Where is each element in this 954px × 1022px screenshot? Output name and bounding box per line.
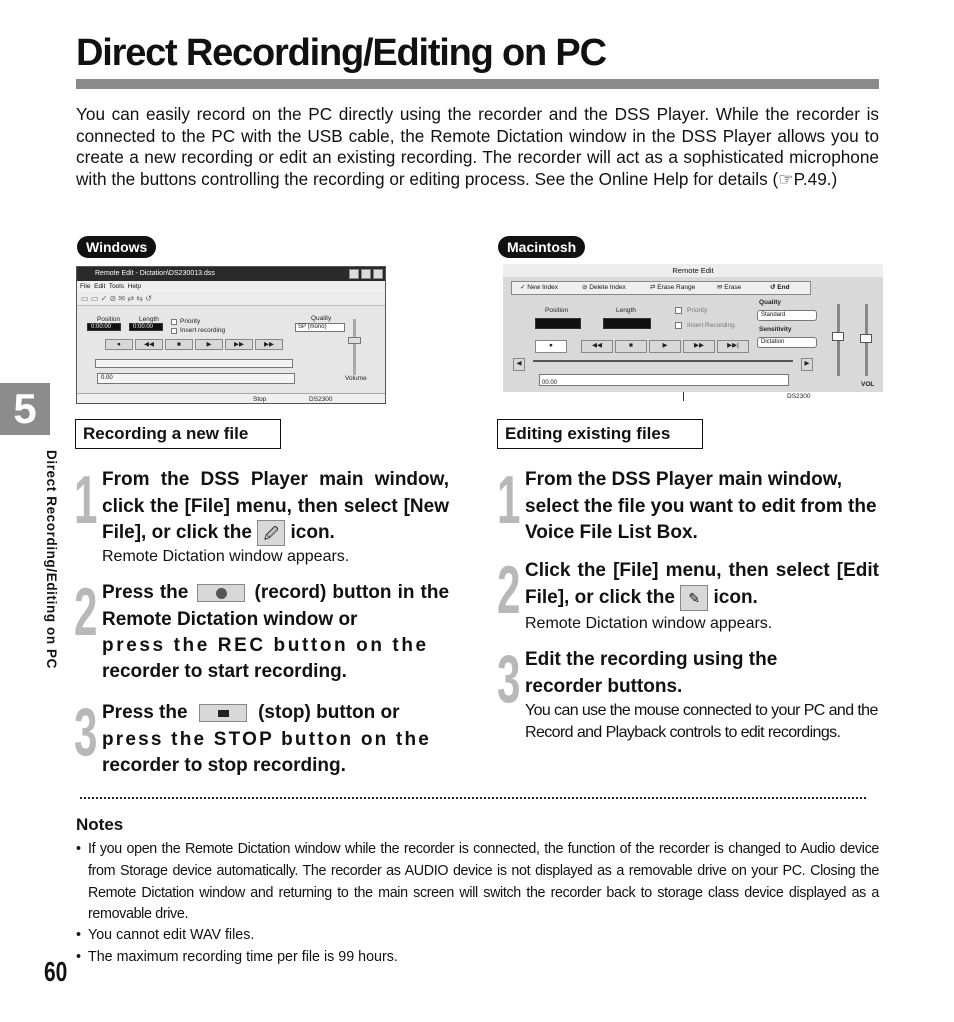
mac-priority-checkbox[interactable] xyxy=(675,307,682,314)
windows-menu-bar xyxy=(77,281,385,292)
left-step-3-line-2: press the STOP button on the xyxy=(102,729,432,750)
windows-remote-edit-screenshot xyxy=(76,266,386,404)
right-step-3-number: 3 xyxy=(497,641,521,717)
mac-cue-button[interactable]: ▶▶| xyxy=(717,340,749,353)
mac-seek-start-button[interactable]: ◀ xyxy=(513,358,525,371)
mac-title-bar: Remote Edit xyxy=(503,264,883,277)
right-step-2-sub: Remote Dictation window appears. xyxy=(525,615,773,632)
record-button[interactable]: ● xyxy=(105,339,133,350)
intro-paragraph: You can easily record on the PC directly using the recorder and the DSS Player. While the recorder is connected to the PC with the USB cable, the Remote Dictation window in the DSS Player allows you to create a new recording or edit an existing recording. The recorder will act as a sophisticated microphone with the buttons controlling the recording or editing process. See the Online Help for details (☞P.49.) xyxy=(76,104,879,189)
record-icon xyxy=(197,584,245,602)
notes-heading: Notes xyxy=(76,815,124,834)
status-stop: Stop xyxy=(253,396,267,403)
mac-status-bar xyxy=(503,392,883,401)
quality-label: Quality xyxy=(311,315,332,322)
mac-position-label: Position xyxy=(545,307,569,314)
left-step-3-heading xyxy=(102,700,449,727)
mac-insert-label: Insert Recording xyxy=(687,322,735,329)
menu-help[interactable]: Help xyxy=(127,283,141,290)
windows-time-field: 0.00 xyxy=(97,373,295,384)
new-index-button[interactable]: ✓ New Index xyxy=(520,284,558,291)
erase-button[interactable]: ✉ Erase xyxy=(717,284,742,291)
mac-toolbar xyxy=(511,281,811,295)
mac-seek-bar[interactable] xyxy=(533,360,793,362)
note-item-2: • You cannot edit WAV files. xyxy=(76,925,879,947)
new-file-icon: 🖉 xyxy=(257,520,285,546)
mac-length-display xyxy=(603,318,651,329)
left-step-2-text-b: (record) button in the Remote Dictation window or xyxy=(102,582,450,630)
edit-file-icon: ✎ xyxy=(680,585,708,611)
mac-play-button[interactable]: ▶ xyxy=(649,340,681,353)
mac-priority-label: Priority xyxy=(687,307,708,314)
play-button[interactable]: ▶ xyxy=(195,339,223,350)
note-item-3: • The maximum recording time per file is 99 hours. xyxy=(76,947,879,969)
delete-index-button[interactable]: ⊘ Delete Index xyxy=(582,284,626,291)
page-number: 60 xyxy=(44,956,68,987)
mac-vol-label: VOL xyxy=(861,381,875,388)
volume-slider-track[interactable] xyxy=(353,319,356,375)
mac-rewind-button[interactable]: ◀◀ xyxy=(581,340,613,353)
recording-new-file-heading: Recording a new file xyxy=(75,419,281,449)
priority-checkbox[interactable] xyxy=(171,319,177,325)
macintosh-label: Macintosh xyxy=(498,236,585,258)
length-display: 0:00:00 xyxy=(129,323,163,331)
right-step-1-number: 1 xyxy=(497,462,521,538)
side-chapter-label: Direct Recording/Editing on PC xyxy=(44,450,59,670)
windows-seek-bar[interactable] xyxy=(95,359,293,368)
note-item-1: • If you open the Remote Dictation window while the recorder is connected, the function of the recorder is changed to Audio device from Storage device automatically. The recorder as AUDIO device is not displayed as a removable drive on your PC. Closing the Remote Dictation window and returning to the main screen will switch the recorder back to storage class device displayed as a removable drive. xyxy=(76,839,879,927)
left-step-3-line-3: recorder to stop recording. xyxy=(102,755,346,776)
mac-position-display xyxy=(535,318,581,329)
mac-remote-edit-screenshot xyxy=(503,264,883,401)
note-item-1-text: If you open the Remote Dictation window while the recorder is connected, the function of the recorder is changed to Audio device from Storage device automatically. The recorder as AUDIO device is not displayed as a removable drive on your PC. Closing the Remote Dictation window and returning to the main screen will switch the recorder back to storage class device displayed as a removable drive. xyxy=(88,841,879,923)
new-index-label: New Index xyxy=(527,284,558,291)
windows-title-bar xyxy=(77,267,385,281)
insert-recording-label: Insert recording xyxy=(180,327,226,334)
minimize-icon[interactable] xyxy=(349,269,359,279)
left-step-3-text-a: Press the xyxy=(102,702,188,723)
delete-index-label: Delete Index xyxy=(589,284,626,291)
erase-range-button[interactable]: ⇄ Erase Range xyxy=(650,284,696,291)
mac-sensitivity-select[interactable]: Dictation xyxy=(757,337,817,348)
page-title: Direct Recording/Editing on PC xyxy=(76,32,606,74)
length-label: Length xyxy=(139,316,159,323)
insert-recording-checkbox[interactable] xyxy=(171,328,177,334)
mac-status-file: DS2300 xyxy=(787,393,811,400)
windows-status-bar xyxy=(77,393,386,404)
note-item-3-text: The maximum recording time per file is 99 hours. xyxy=(88,949,398,965)
right-step-1-heading: From the DSS Player main window, select the file you want to edit from the Voice File List Box. xyxy=(525,469,877,543)
cue-button[interactable]: ▶▶ xyxy=(255,339,283,350)
end-label: End xyxy=(777,284,790,291)
right-step-2-text-end: icon. xyxy=(713,586,758,608)
left-step-2-text-a: Press the xyxy=(102,582,189,603)
windows-toolbar: ▭ ▭ ✓ ⊘ ✉ ⇄ ⇆ ↺ xyxy=(77,292,385,306)
title-rule xyxy=(76,79,879,89)
right-step-3-sub: You can use the mouse connected to your PC and the Record and Playback controls to edit recordings. xyxy=(525,702,878,741)
mac-ff-button[interactable]: ▶▶ xyxy=(683,340,715,353)
erase-label: Erase xyxy=(724,284,742,291)
left-step-2-heading xyxy=(102,580,449,633)
erase-range-label: Erase Range xyxy=(657,284,696,291)
mac-quality-select[interactable]: Standard xyxy=(757,310,817,321)
menu-edit[interactable]: Edit xyxy=(94,283,106,290)
stop-icon xyxy=(199,704,247,722)
left-step-3-text-b: (stop) button or xyxy=(258,702,400,723)
quality-select[interactable]: SP (mono) xyxy=(295,323,345,332)
priority-label: Priority xyxy=(180,318,201,325)
left-step-2-line-3: press the REC button on the xyxy=(102,635,429,656)
end-button[interactable]: ↺ End xyxy=(770,284,790,291)
stop-button[interactable]: ■ xyxy=(165,339,193,350)
mac-slider-thumb-right[interactable] xyxy=(860,334,872,343)
editing-existing-files-heading: Editing existing files xyxy=(497,419,703,449)
left-step-1-text: From the DSS Player main window, click the [File] menu, then select [New File], or click the xyxy=(102,469,449,544)
windows-label: Windows xyxy=(77,236,156,258)
right-step-2-text: Click the [File] menu, then select [Edit File], or click the xyxy=(525,560,879,608)
mac-sensitivity-label: Sensitivity xyxy=(759,326,792,333)
chapter-tab: 5 xyxy=(0,383,50,435)
rewind-button[interactable]: ◀◀ xyxy=(135,339,163,350)
left-step-1-sub: Remote Dictation window appears. xyxy=(102,548,350,565)
mac-slider-thumb-left[interactable] xyxy=(832,332,844,341)
mac-insert-checkbox[interactable] xyxy=(675,322,682,329)
mac-stop-button[interactable]: ■ xyxy=(615,340,647,353)
mac-length-label: Length xyxy=(616,307,636,314)
right-step-2-heading xyxy=(525,558,879,611)
mac-seek-end-button[interactable]: ▶ xyxy=(801,358,813,371)
left-step-3-number: 3 xyxy=(74,694,98,770)
fast-forward-button[interactable]: ▶▶ xyxy=(225,339,253,350)
right-step-3-heading: Edit the recording using the recorder buttons. xyxy=(525,649,778,697)
position-display: 0:00:00 xyxy=(87,323,121,331)
mac-quality-label: Quality xyxy=(759,299,782,306)
left-step-2-number: 2 xyxy=(74,574,98,650)
close-icon[interactable] xyxy=(373,269,383,279)
notes-divider xyxy=(80,797,866,799)
menu-file[interactable]: File xyxy=(80,283,91,290)
mac-time-field: 00.00 xyxy=(539,374,789,386)
left-step-1-number: 1 xyxy=(74,462,98,538)
note-item-2-text: You cannot edit WAV files. xyxy=(88,927,255,943)
left-step-1-text-end: icon. xyxy=(290,522,335,544)
volume-label: Volume xyxy=(345,375,367,382)
status-file: DS2300 xyxy=(309,396,333,403)
left-step-2-line-4: recorder to start recording. xyxy=(102,661,347,682)
position-label: Position xyxy=(97,316,121,323)
mac-record-button[interactable]: ● xyxy=(535,340,567,353)
left-step-1-heading xyxy=(102,467,449,547)
maximize-icon[interactable] xyxy=(361,269,371,279)
right-step-2-number: 2 xyxy=(497,552,521,628)
menu-tools[interactable]: Tools xyxy=(108,283,124,290)
volume-slider-thumb[interactable] xyxy=(348,337,361,344)
windows-title-text: Remote Edit - Dictation\DS230013.dss xyxy=(95,270,215,277)
